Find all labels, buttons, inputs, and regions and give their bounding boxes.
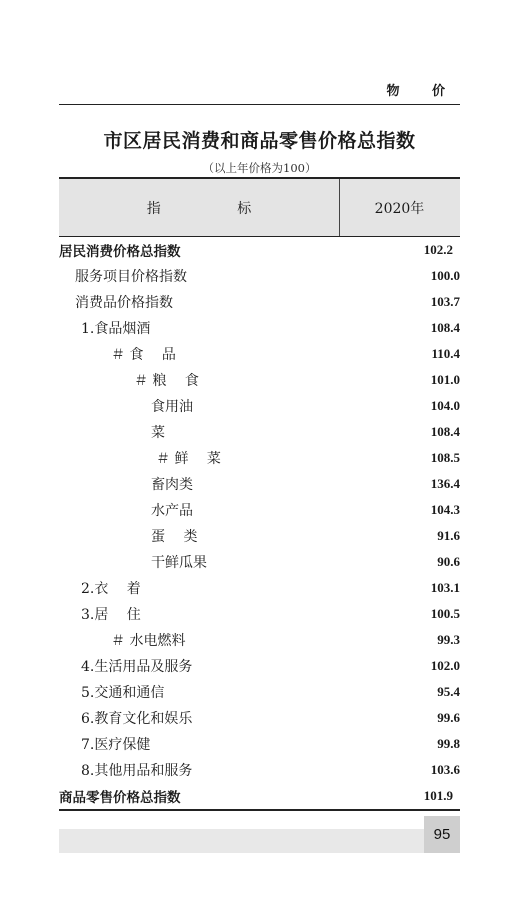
- row-value: 108.5: [430, 450, 460, 465]
- row-label: 蛋 类: [151, 529, 198, 545]
- row-label: 水产品: [151, 503, 193, 519]
- row-value: 95.4: [437, 684, 460, 699]
- table-row: [59, 367, 460, 393]
- row-value: 110.4: [431, 346, 460, 361]
- row-value: 101.9: [423, 788, 453, 803]
- row-value: 90.6: [437, 554, 460, 569]
- table-row: [59, 549, 460, 575]
- table-row: [59, 679, 460, 705]
- table-row: [59, 705, 460, 731]
- table-row: [59, 601, 460, 627]
- table-row: [59, 757, 460, 783]
- row-value: 103.7: [430, 294, 460, 309]
- row-value: 136.4: [430, 476, 460, 491]
- row-label: 6.教育文化和娱乐: [81, 711, 193, 727]
- row-value: 104.0: [430, 398, 460, 413]
- row-value: 99.8: [437, 736, 460, 751]
- table-row: [59, 497, 460, 523]
- header-rule: [59, 104, 460, 105]
- table-row: [59, 263, 460, 289]
- row-value: 102.0: [430, 658, 460, 673]
- row-label: 食用油: [151, 399, 193, 415]
- row-label: ＃ 粮 食: [134, 373, 199, 389]
- column-divider: [339, 179, 340, 236]
- row-label: 8.其他用品和服务: [81, 763, 193, 779]
- row-value: 91.6: [437, 528, 460, 543]
- row-value: 108.4: [430, 320, 460, 335]
- row-value: 103.1: [430, 580, 460, 595]
- table-row: [59, 653, 460, 679]
- table-row: [59, 289, 460, 315]
- table-row: [59, 523, 460, 549]
- table-row: [59, 783, 460, 809]
- row-label: ＃ 食 品: [111, 347, 176, 363]
- row-label: 畜肉类: [151, 477, 193, 493]
- table-header: [59, 177, 460, 237]
- table-bottom-rule: [59, 809, 460, 811]
- row-label: 服务项目价格指数: [75, 269, 187, 285]
- row-label: 商品零售价格总指数: [59, 790, 181, 806]
- row-label: 消费品价格指数: [75, 295, 173, 311]
- table-body: [59, 237, 460, 809]
- row-value: 100.5: [430, 606, 460, 621]
- row-value: 103.6: [430, 762, 460, 777]
- table-row: [59, 445, 460, 471]
- row-label: ＃ 鲜 菜: [156, 451, 221, 467]
- row-value: 101.0: [430, 372, 460, 387]
- table-row: [59, 393, 460, 419]
- row-label: 2.衣 着: [81, 581, 141, 597]
- footer-bar: [59, 829, 460, 853]
- column-header-indicator: 指 标: [146, 200, 288, 217]
- row-value: 102.2: [423, 242, 453, 257]
- page-number: 95: [424, 816, 460, 853]
- row-label: 居民消费价格总指数: [59, 244, 181, 260]
- row-value: 99.3: [437, 632, 460, 647]
- row-value: 99.6: [437, 710, 460, 725]
- row-label: 3.居 住: [81, 607, 141, 623]
- row-label: 1.食品烟酒: [81, 321, 151, 337]
- row-label: 7.医疗保健: [81, 737, 151, 753]
- table-row: [59, 731, 460, 757]
- table-row: [59, 471, 460, 497]
- row-value: 100.0: [430, 268, 460, 283]
- row-label: 5.交通和通信: [81, 685, 165, 701]
- row-label: 干鲜瓜果: [151, 555, 207, 571]
- row-value: 104.3: [430, 502, 460, 517]
- page-title: 市区居民消费和商品零售价格总指数: [103, 130, 416, 152]
- table-row: [59, 575, 460, 601]
- table-row: [59, 341, 460, 367]
- page-subtitle: （以上年价格为100）: [202, 161, 317, 175]
- price-index-table: [59, 177, 460, 811]
- row-value: 108.4: [430, 424, 460, 439]
- row-label: 菜: [151, 425, 165, 441]
- table-row: [59, 627, 460, 653]
- row-label: 4.生活用品及服务: [81, 659, 193, 675]
- table-row: [59, 315, 460, 341]
- row-label: ＃ 水电燃料: [111, 633, 186, 649]
- section-label: 物 价: [386, 84, 459, 99]
- table-row: [59, 419, 460, 445]
- table-row: [59, 237, 460, 263]
- column-header-year: 2020年: [374, 200, 425, 217]
